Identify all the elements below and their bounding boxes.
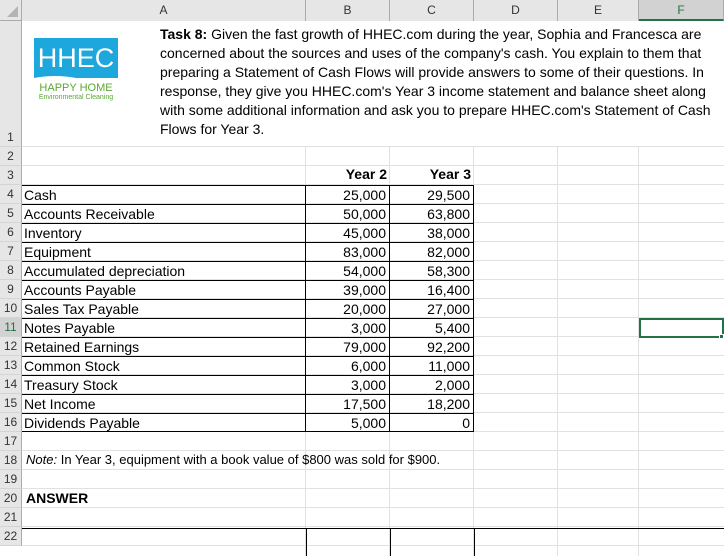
gridline-row (22, 488, 724, 489)
table-cell-year2: 6,000 (306, 356, 390, 375)
task-label: Task 8: (160, 26, 208, 42)
table-cell-year2: 25,000 (306, 185, 390, 204)
table-cell-year3: 82,000 (390, 242, 474, 261)
gridline-col (638, 147, 639, 556)
task-description (160, 25, 720, 139)
answer-col-divider-b (390, 528, 391, 556)
table-cell-year3: 5,400 (390, 318, 474, 337)
row-header-18[interactable]: 18 (0, 451, 22, 470)
column-header-b[interactable]: B (306, 0, 390, 21)
gridline-row (22, 469, 724, 470)
table-row-label: Notes Payable (22, 318, 306, 337)
table-row-label: Treasury Stock (22, 375, 306, 394)
table-row-label: Cash (22, 185, 306, 204)
row-header-19[interactable]: 19 (0, 470, 22, 489)
row-header-1[interactable]: 1 (0, 21, 22, 147)
table-cell-year2: 3,000 (306, 375, 390, 394)
logo-tagline: Environmental Cleaning (38, 94, 114, 101)
table-cell-year3: 27,000 (390, 299, 474, 318)
table-row-label: Inventory (22, 223, 306, 242)
header-year3: Year 3 (429, 166, 471, 182)
row-header-20[interactable]: 20 (0, 489, 22, 508)
gridline-row (22, 507, 724, 508)
table-row-label: Dividends Payable (22, 413, 306, 432)
table-cell-year3: 0 (390, 413, 474, 432)
row-header-4[interactable]: 4 (0, 185, 22, 204)
fill-handle[interactable] (719, 334, 724, 339)
gridline-row (22, 146, 724, 147)
column-header-d[interactable]: D (474, 0, 558, 21)
row-header-5[interactable]: 5 (0, 204, 22, 223)
column-header-c[interactable]: C (390, 0, 474, 21)
table-row-label: Sales Tax Payable (22, 299, 306, 318)
table-cell-year3: 16,400 (390, 280, 474, 299)
logo-wave (34, 74, 118, 82)
row-header-22[interactable]: 22 (0, 527, 22, 546)
table-row-label: Equipment (22, 242, 306, 261)
row-header-9[interactable]: 9 (0, 280, 22, 299)
gridline-row (22, 450, 724, 451)
table-row-label: Accounts Payable (22, 280, 306, 299)
row-header-12[interactable]: 12 (0, 337, 22, 356)
table-cell-year2: 3,000 (306, 318, 390, 337)
table-cell-year2: 5,000 (306, 413, 390, 432)
table-cell-year3: 92,200 (390, 337, 474, 356)
table-cell-year3: 38,000 (390, 223, 474, 242)
table-row-label: Common Stock (22, 356, 306, 375)
note-text: In Year 3, equipment with a book value of $800 was sold for $900. (60, 452, 441, 467)
row-header-13[interactable]: 13 (0, 356, 22, 375)
table-cell-year2: 20,000 (306, 299, 390, 318)
row-header-17[interactable]: 17 (0, 432, 22, 451)
row-header-11[interactable]: 11 (0, 318, 22, 337)
row-header-6[interactable]: 6 (0, 223, 22, 242)
task-text: Given the fast growth of HHEC.com during the year, Sophia and Francesca are concerned about the sources and uses of the company's cash. You explain to them that preparing a Statement of Cash Flows will provide answers to some of their questions. In response, they give you HHEC.com's Year 3 income statement and balance sheet along with some additional information and ask you to prepare HHEC.com's Statement of Cash Flows for Year 3. (160, 26, 711, 137)
row-header-21[interactable]: 21 (0, 508, 22, 527)
table-cell-year2: 54,000 (306, 261, 390, 280)
table-cell-year3: 63,800 (390, 204, 474, 223)
table-cell-year2: 45,000 (306, 223, 390, 242)
answer-col-divider-a (306, 528, 307, 556)
column-header-f[interactable]: F (639, 0, 724, 21)
table-row-label: Accumulated depreciation (22, 261, 306, 280)
logo-title: HHEC (37, 43, 115, 73)
table-cell-year2: 79,000 (306, 337, 390, 356)
row-header-2[interactable]: 2 (0, 147, 22, 166)
column-header-a[interactable]: A (22, 0, 306, 21)
table-cell-year3: 58,300 (390, 261, 474, 280)
row-header-7[interactable]: 7 (0, 242, 22, 261)
select-all-corner[interactable] (0, 0, 22, 21)
row-header-8[interactable]: 8 (0, 261, 22, 280)
table-cell-year2: 83,000 (306, 242, 390, 261)
logo-subtitle: HAPPY HOME (39, 82, 113, 94)
table-cell-year3: 29,500 (390, 185, 474, 204)
row-header-14[interactable]: 14 (0, 375, 22, 394)
table-row-label: Net Income (22, 394, 306, 413)
selected-cell-F11[interactable] (639, 318, 724, 338)
answer-label: ANSWER (26, 490, 89, 506)
hhec-logo (34, 38, 118, 102)
row-header-3[interactable]: 3 (0, 166, 22, 185)
row-header-15[interactable]: 15 (0, 394, 22, 413)
table-cell-year3: 11,000 (390, 356, 474, 375)
answer-col-divider-c (474, 528, 475, 556)
table-cell-year2: 17,500 (306, 394, 390, 413)
gridline-row (22, 526, 724, 527)
table-cell-year2: 39,000 (306, 280, 390, 299)
row-header-16[interactable]: 16 (0, 413, 22, 432)
row-header-10[interactable]: 10 (0, 299, 22, 318)
table-row-label: Accounts Receivable (22, 204, 306, 223)
table-cell-year3: 18,200 (390, 394, 474, 413)
table-row-label: Retained Earnings (22, 337, 306, 356)
header-year2: Year 2 (345, 166, 387, 182)
column-header-e[interactable]: E (558, 0, 639, 21)
note (26, 452, 440, 467)
gridline-col (557, 147, 558, 556)
note-label: Note: (26, 452, 58, 467)
table-cell-year2: 50,000 (306, 204, 390, 223)
answer-table (22, 528, 724, 556)
table-cell-year3: 2,000 (390, 375, 474, 394)
